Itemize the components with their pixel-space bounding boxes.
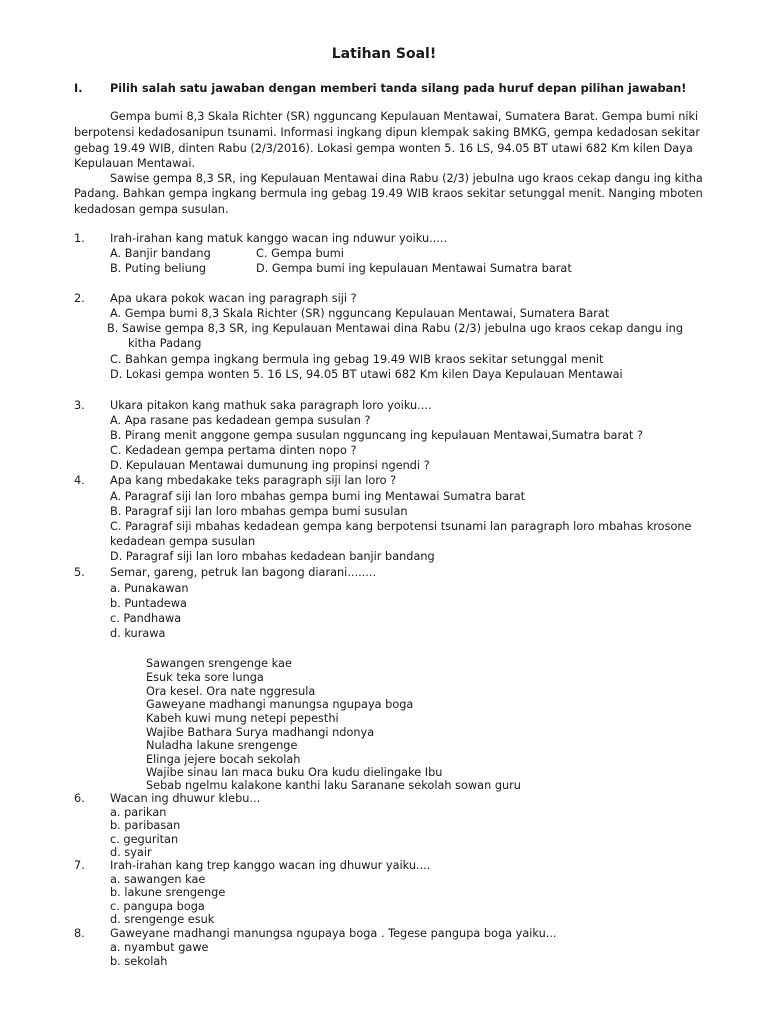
poem-line: Esuk teka sore lunga	[146, 671, 264, 684]
answer-option: A. Banjir bandang	[110, 247, 211, 260]
answer-option: c. pangupa boga	[110, 900, 205, 913]
passage-line: Kepulauan Mentawai.	[74, 157, 196, 170]
answer-option: C. Kedadean gempa pertama dinten nopo ?	[110, 444, 357, 457]
poem-line: Ora kesel. Ora nate nggresula	[146, 685, 316, 698]
answer-option: a. nyambut gawe	[110, 941, 209, 954]
page-title: Latihan Soal!	[331, 46, 437, 62]
poem-line: Wajibe Bathara Surya madhangi ndonya	[146, 726, 375, 739]
passage-line: kedadosan gempa susulan.	[74, 203, 229, 216]
answer-option: B. Sawise gempa 8,3 SR, ing Kepulauan Mentawai dina Rabu (2/3) jebulna ugo kraos cekap dangu ing	[107, 322, 683, 335]
question-text: Irah-irahan kang trep kanggo wacan ing dhuwur yaiku....	[110, 859, 431, 872]
answer-option: C. Bahkan gempa ingkang bermula ing gebag 19.49 WIB kraos sekitar setunggal menit	[110, 353, 604, 366]
poem-line: Elinga jejere bocah sekolah	[146, 753, 301, 766]
answer-option: d. srengenge esuk	[110, 913, 215, 926]
question-text: Ukara pitakon kang mathuk saka paragraph loro yoiku....	[110, 399, 432, 412]
question-text: Semar, gareng, petruk lan bagong diarani........	[110, 566, 377, 579]
passage-line: Padang. Bahkan gempa ingkang bermula ing gebag 19.49 WIB kraos sekitar setunggal menit. Nanging mboten	[74, 187, 703, 200]
answer-option: D. Lokasi gempa wonten 5. 16 LS, 94.05 BT utawi 682 Km kilen Daya Kepulauan Mentawai	[110, 368, 623, 381]
answer-option: c. Pandhawa	[110, 612, 182, 625]
question-number: 7.	[74, 859, 85, 872]
answer-option-cont: kitha Padang	[128, 337, 202, 350]
poem-line: Wajibe sinau lan maca buku Ora kudu dielingake Ibu	[146, 766, 443, 779]
poem-line: Sebab ngelmu kalakone kanthi laku Saranane sekolah sowan guru	[146, 779, 521, 792]
answer-option: A. Apa rasane pas kedadean gempa susulan ?	[110, 414, 371, 427]
passage-line: berpotensi kedadosanipun tsunami. Informasi ingkang dipun klempak saking BMKG, gempa kedadosan sekitar	[74, 126, 701, 139]
poem-line: Nuladha lakune srengenge	[146, 739, 298, 752]
answer-option: C. Gempa bumi	[256, 247, 344, 260]
poem-line: Kabeh kuwi mung netepi pepesthi	[146, 712, 339, 725]
answer-option: d. kurawa	[110, 627, 166, 640]
answer-option: b. paribasan	[110, 819, 181, 832]
answer-option: A. Gempa bumi 8,3 Skala Richter (SR) ngguncang Kepulauan Mentawai, Sumatera Barat	[110, 307, 610, 320]
answer-option: A. Paragraf siji lan loro mbahas gempa bumi ing Mentawai Sumatra barat	[110, 490, 526, 503]
passage-line: gebag 19.49 WIB, dinten Rabu (2/3/2016). Lokasi gempa wonten 5. 16 LS, 94.05 BT utawi 682 Km kilen Daya	[74, 142, 693, 155]
question-text: Apa ukara pokok wacan ing paragraph siji ?	[110, 292, 357, 305]
answer-option: a. Punakawan	[110, 582, 189, 595]
answer-option: D. Gempa bumi ing kepulauan Mentawai Sumatra barat	[256, 262, 572, 275]
answer-option: B. Pirang menit anggone gempa susulan ngguncang ing kepulauan Mentawai,Sumatra barat ?	[110, 429, 644, 442]
answer-option: B. Puting beliung	[110, 262, 207, 275]
section-instruction: Pilih salah satu jawaban dengan memberi tanda silang pada huruf depan pilihan jawaban!	[110, 82, 687, 95]
answer-option-cont: kedadean gempa susulan	[110, 535, 256, 548]
passage-line: Gempa bumi 8,3 Skala Richter (SR) ngguncang Kepulauan Mentawai, Sumatera Barat. Gempa bumi niki	[110, 110, 699, 123]
question-number: 2.	[74, 292, 85, 305]
answer-option: b. sekolah	[110, 955, 168, 968]
question-number: 3.	[74, 399, 85, 412]
answer-option: D. Paragraf siji lan loro mbahas kedadean banjir bandang	[110, 550, 435, 563]
answer-option: b. Puntadewa	[110, 597, 187, 610]
answer-option: b. lakune srengenge	[110, 886, 226, 899]
answer-option: C. Paragraf siji mbahas kedadean gempa kang berpotensi tsunami lan paragraph loro mbahas krosone	[110, 520, 692, 533]
answer-option: B. Paragraf siji lan loro mbahas gempa bumi susulan	[110, 505, 408, 518]
passage-line: Sawise gempa 8,3 SR, ing Kepulauan Mentawai dina Rabu (2/3) jebulna ugo kraos cekap dangu ing kitha	[110, 172, 703, 185]
question-number: 5.	[74, 566, 85, 579]
answer-option: a. parikan	[110, 806, 167, 819]
poem-line: Sawangen srengenge kae	[146, 657, 292, 670]
question-number: 1.	[74, 232, 85, 245]
question-text: Wacan ing dhuwur klebu...	[110, 792, 261, 805]
question-number: 6.	[74, 792, 85, 805]
question-number: 4.	[74, 474, 85, 487]
section-number: I.	[74, 82, 83, 95]
answer-option: a. sawangen kae	[110, 873, 206, 886]
question-text: Irah-irahan kang matuk kanggo wacan ing nduwur yoiku.....	[110, 232, 448, 245]
question-text: Apa kang mbedakake teks paragraph siji lan loro ?	[110, 474, 397, 487]
answer-option: D. Kepulauan Mentawai dumunung ing propinsi ngendi ?	[110, 459, 430, 472]
answer-option: c. geguritan	[110, 833, 179, 846]
answer-option: d. syair	[110, 846, 152, 859]
question-number: 8.	[74, 927, 85, 940]
poem-line: Gaweyane madhangi manungsa ngupaya boga	[146, 698, 414, 711]
question-text: Gaweyane madhangi manungsa ngupaya boga . Tegese pangupa boga yaiku...	[110, 927, 557, 940]
